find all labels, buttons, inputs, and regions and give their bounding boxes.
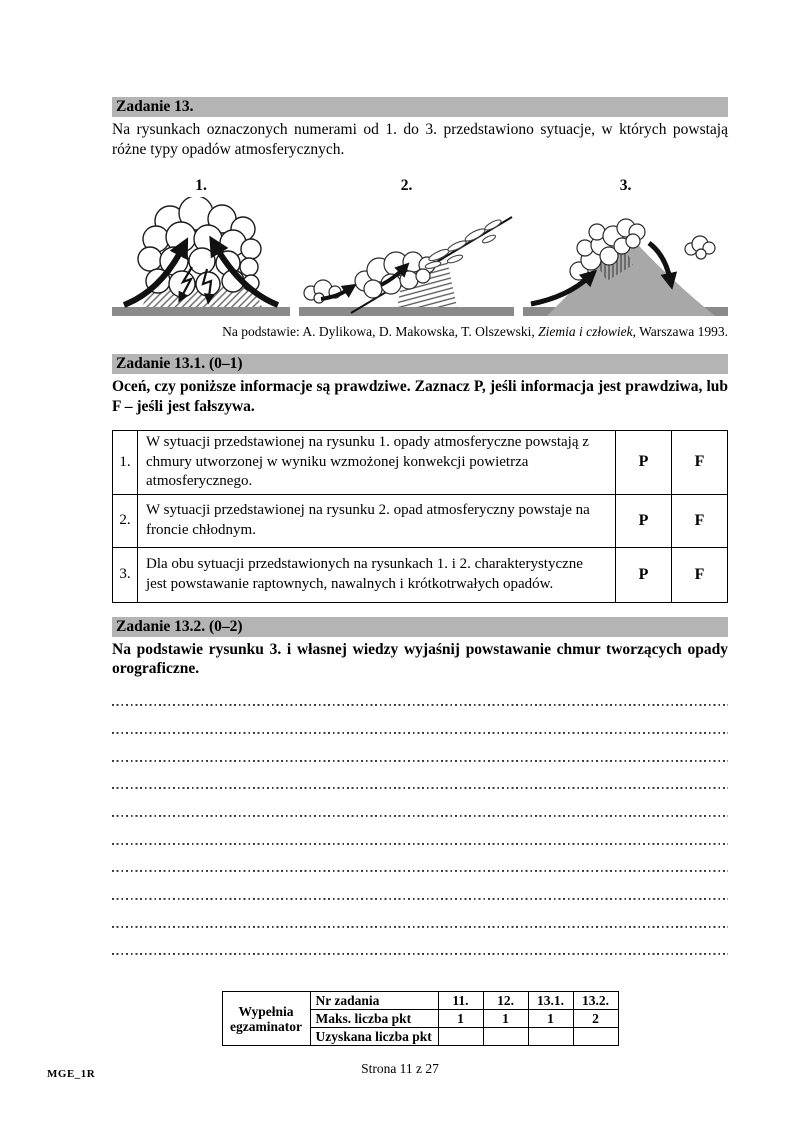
figure-2-label: 2. <box>400 177 413 194</box>
figure-3-label: 3. <box>619 177 632 194</box>
task131-instruction: Oceń, czy poniższe informacje są prawdziwe. Zaznacz P, jeśli informacja jest prawdziwa, lub F – jeśli jest fałszywa. <box>112 378 728 415</box>
answer-false-row-3[interactable]: F <box>672 547 728 602</box>
earned-points-cell-132[interactable] <box>573 1028 618 1046</box>
footer-code: MGE_1R <box>47 1068 96 1080</box>
page-number: Strona 11 z 27 <box>361 1061 439 1076</box>
answer-line[interactable] <box>112 928 728 956</box>
statement-text: W sytuacji przedstawionej na rysunku 2. opad atmosferyczny powstaje na froncie chłodnym. <box>138 494 616 547</box>
convection-cloud-figure <box>112 197 290 319</box>
task132-header: Zadanie 13.2. (0–2) <box>112 617 728 637</box>
row-label-max-points: Maks. liczba pkt <box>310 1010 438 1028</box>
true-false-table <box>112 430 728 603</box>
examiner-side-label: Wypełnia egzaminator <box>222 992 310 1046</box>
answer-false-row-1[interactable]: F <box>672 431 728 495</box>
answer-line[interactable] <box>112 734 728 762</box>
answer-line[interactable] <box>112 762 728 790</box>
source-citation <box>112 323 728 341</box>
source-prefix: Na podstawie: A. Dylikowa, D. Makowska, T. Olszewski, <box>222 324 539 339</box>
max-points-132: 2 <box>573 1010 618 1028</box>
max-points-11: 1 <box>438 1010 483 1028</box>
task-number-132: 13.2. <box>573 992 618 1010</box>
row-label-earned-points: Uzyskana liczba pkt <box>310 1028 438 1046</box>
answer-line[interactable] <box>112 817 728 845</box>
statement-number: 2. <box>113 494 138 547</box>
task131-header: Zadanie 13.1. (0–1) <box>112 354 728 374</box>
table-row <box>113 494 728 547</box>
orographic-mountain-figure <box>523 197 728 319</box>
statement-text: Dla obu sytuacji przedstawionych na rysunkach 1. i 2. charakterystyczne jest powstawanie raptownych, nawalnych i krótkotrwałych opadów. <box>138 547 616 602</box>
ground-bar <box>112 307 290 316</box>
answer-line[interactable] <box>112 789 728 817</box>
statement-number: 1. <box>113 431 138 495</box>
task-number-11: 11. <box>438 992 483 1010</box>
table-row <box>222 992 618 1010</box>
source-suffix: , Warszawa 1993. <box>632 324 728 339</box>
figure-2 <box>299 176 514 319</box>
table-row <box>113 431 728 495</box>
figure-1-label: 1. <box>195 177 207 194</box>
answer-lines <box>112 679 728 956</box>
answer-true-row-2[interactable]: P <box>616 494 672 547</box>
figure-3 <box>523 176 728 319</box>
task13-intro: Na rysunkach oznaczonych numerami od 1. do 3. przedstawiono sytuacje, w których powstają różne typy opadów atmosferycznych. <box>112 121 728 158</box>
examiner-table <box>222 991 619 1046</box>
table-row <box>113 547 728 602</box>
statement-number: 3. <box>113 547 138 602</box>
answer-line[interactable] <box>112 872 728 900</box>
answer-line[interactable] <box>112 706 728 734</box>
answer-line[interactable] <box>112 845 728 873</box>
ground-bar <box>299 307 514 316</box>
task13-header: Zadanie 13. <box>112 97 728 117</box>
earned-points-cell-131[interactable] <box>528 1028 573 1046</box>
answer-true-row-3[interactable]: P <box>616 547 672 602</box>
row-label-task-number: Nr zadania <box>310 992 438 1010</box>
statement-text: W sytuacji przedstawionej na rysunku 1. opady atmosferyczne powstają z chmury utworzonej w wyniku wzmożonej konwekcji powietrza atmosferycznego. <box>138 431 616 495</box>
task132-instruction: Na podstawie rysunku 3. i własnej wiedzy wyjaśnij powstawanie chmur tworzących opady orograficzne. <box>112 640 728 677</box>
figure-1 <box>112 176 290 319</box>
high-cloud-wisps <box>425 218 503 270</box>
answer-true-row-1[interactable]: P <box>616 431 672 495</box>
max-points-12: 1 <box>483 1010 528 1028</box>
source-title: Ziemia i człowiek <box>538 324 633 339</box>
task-number-131: 13.1. <box>528 992 573 1010</box>
task-number-12: 12. <box>483 992 528 1010</box>
answer-line[interactable] <box>112 900 728 928</box>
figures-row <box>112 176 728 319</box>
answer-line[interactable] <box>112 679 728 707</box>
earned-points-cell-11[interactable] <box>438 1028 483 1046</box>
warm-front-figure <box>299 197 514 319</box>
answer-false-row-2[interactable]: F <box>672 494 728 547</box>
max-points-131: 1 <box>528 1010 573 1028</box>
earned-points-cell-12[interactable] <box>483 1028 528 1046</box>
lee-cloud <box>685 236 715 259</box>
